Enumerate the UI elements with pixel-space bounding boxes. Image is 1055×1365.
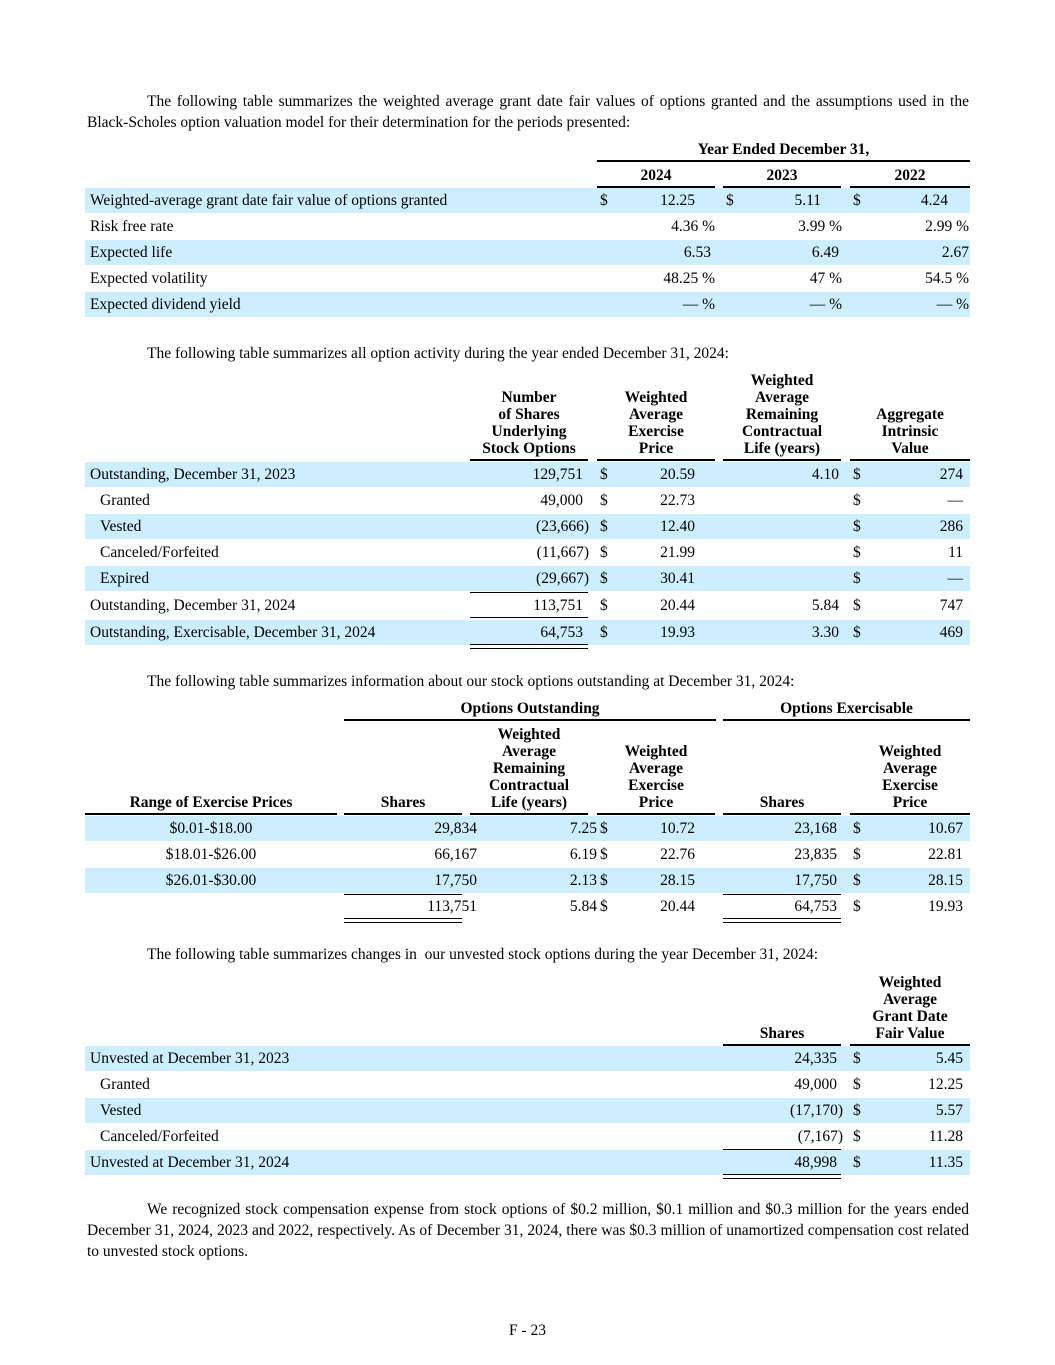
shares: 29,834 bbox=[434, 820, 477, 837]
intro-2-text: The following table summarizes all option activity during the year ended December 31, 2024: bbox=[147, 345, 729, 362]
fair-value: 11.28 bbox=[928, 1128, 963, 1145]
row-label: Unvested at December 31, 2023 bbox=[90, 1050, 290, 1067]
total-exercisable-shares: 64,753 bbox=[794, 898, 837, 915]
header-line: Value bbox=[891, 440, 929, 457]
intrinsic-value: 11 bbox=[948, 544, 963, 561]
exercisable-shares: 17,750 bbox=[794, 872, 837, 889]
row-label: Expected dividend yield bbox=[90, 296, 241, 313]
value-2023: — % bbox=[809, 296, 842, 313]
header-intrinsic-value bbox=[850, 406, 970, 457]
exercisable-shares: 23,835 bbox=[794, 846, 837, 863]
table-row bbox=[85, 292, 970, 317]
currency: $ bbox=[853, 466, 861, 483]
header-line: Price bbox=[892, 794, 928, 811]
currency: $ bbox=[853, 597, 861, 614]
header-shares bbox=[470, 389, 588, 457]
fair-value: 12.25 bbox=[928, 1076, 963, 1093]
intro-3-text: The following table summarizes information about our stock options outstanding at December 31, 2024: bbox=[147, 673, 795, 690]
header-line: Number bbox=[501, 389, 557, 406]
value-2023: 5.11 bbox=[794, 192, 821, 209]
intrinsic-value: 747 bbox=[939, 597, 963, 614]
header-line: Fair Value bbox=[875, 1025, 945, 1042]
exercise-price: 20.59 bbox=[660, 466, 695, 483]
fair-value: 5.57 bbox=[935, 1102, 963, 1119]
table-row bbox=[85, 868, 970, 893]
header-line: Average bbox=[629, 760, 683, 777]
divider bbox=[344, 719, 716, 721]
shares: 129,751 bbox=[532, 466, 583, 483]
exercisable-price: 28.15 bbox=[928, 872, 963, 889]
header-line: Aggregate bbox=[876, 406, 944, 423]
contractual-life: 5.84 bbox=[811, 597, 839, 614]
value-2024: — % bbox=[682, 296, 715, 313]
fair-value: 5.45 bbox=[935, 1050, 963, 1067]
header-exercisable-shares: Shares bbox=[759, 794, 805, 811]
shares: 66,167 bbox=[434, 846, 477, 863]
row-label: Canceled/Forfeited bbox=[100, 1128, 219, 1145]
contractual-life: 2.13 bbox=[569, 872, 597, 889]
row-label: Expired bbox=[100, 570, 150, 587]
value-2022: 2.67 bbox=[941, 244, 969, 261]
table-row bbox=[85, 540, 970, 565]
exercise-price: 19.93 bbox=[660, 624, 695, 641]
value-2023: 6.49 bbox=[811, 244, 839, 261]
value-2023: 3.99 % bbox=[798, 218, 842, 235]
header-shares: Shares bbox=[759, 1025, 805, 1042]
row-label: Expected life bbox=[90, 244, 173, 261]
currency: $ bbox=[600, 570, 608, 587]
options-outstanding-group-header: Options Outstanding bbox=[460, 700, 600, 717]
exercise-price: 30.41 bbox=[660, 570, 695, 587]
row-label: Risk free rate bbox=[90, 218, 174, 235]
row-label: Outstanding, December 31, 2023 bbox=[90, 466, 296, 483]
intro-4-text: The following table summarizes changes in our unvested stock options during the year December 31, 2024: bbox=[147, 946, 819, 963]
double-underline bbox=[723, 918, 841, 923]
header-line: Weighted bbox=[624, 389, 688, 406]
currency: $ bbox=[853, 624, 861, 641]
header-grant-date-fair-value bbox=[850, 974, 970, 1042]
value-2022: 2.99 % bbox=[925, 218, 969, 235]
exercise-price: 21.99 bbox=[660, 544, 695, 561]
closing-text: We recognized stock compensation expense from stock options of $0.2 million, $0.1 million and $0.3 million for the years ended December 31, 2024, 2023 and 2022, respectively. As of December 31, 2024, there was $0.3 million of unamortized compensation cost related to unvested stock options. bbox=[87, 1201, 969, 1260]
exercise-price: 20.44 bbox=[660, 597, 695, 614]
header-line: Contractual bbox=[741, 423, 823, 440]
divider bbox=[344, 813, 462, 815]
intrinsic-value: 274 bbox=[939, 466, 963, 483]
row-label: Granted bbox=[100, 492, 150, 509]
header-line: Exercise bbox=[882, 777, 938, 794]
exercise-price-range: $18.01-$26.00 bbox=[165, 846, 257, 863]
table-row bbox=[85, 214, 970, 239]
currency: $ bbox=[853, 898, 861, 915]
exercise-price-range: $26.01-$30.00 bbox=[165, 872, 257, 889]
table-row bbox=[85, 566, 970, 591]
header-line: Intrinsic bbox=[881, 423, 939, 440]
currency: $ bbox=[600, 898, 608, 915]
currency: $ bbox=[600, 846, 608, 863]
row-label: Unvested at December 31, 2024 bbox=[90, 1154, 290, 1171]
shares: 17,750 bbox=[434, 872, 477, 889]
table-row bbox=[85, 1150, 970, 1175]
contractual-life: 6.19 bbox=[569, 846, 597, 863]
fair-value: 11.35 bbox=[928, 1154, 963, 1171]
table-row bbox=[85, 188, 970, 213]
shares: 24,335 bbox=[794, 1050, 837, 1067]
shares: (7,167) bbox=[797, 1128, 843, 1145]
col-2023: 2023 bbox=[766, 167, 798, 184]
value-2024: 4.36 % bbox=[671, 218, 715, 235]
currency: $ bbox=[600, 597, 608, 614]
table-row bbox=[85, 1046, 970, 1071]
value-2024: 6.53 bbox=[683, 244, 711, 261]
header-line: Weighted bbox=[878, 743, 942, 760]
divider bbox=[470, 813, 588, 815]
table-total-row bbox=[85, 894, 970, 919]
divider bbox=[850, 459, 970, 461]
exercisable-price: 10.67 bbox=[928, 820, 963, 837]
currency: $ bbox=[600, 820, 608, 837]
options-exercisable-group-header: Options Exercisable bbox=[780, 700, 913, 717]
closing-paragraph bbox=[87, 1199, 969, 1262]
divider bbox=[723, 719, 970, 721]
header-range: Range of Exercise Prices bbox=[129, 794, 293, 811]
currency: $ bbox=[853, 846, 861, 863]
divider bbox=[85, 813, 337, 815]
exercise-price: 22.73 bbox=[660, 492, 695, 509]
table-row bbox=[85, 1098, 970, 1123]
exercisable-shares: 23,168 bbox=[794, 820, 837, 837]
total-shares: 113,751 bbox=[427, 898, 477, 915]
header-line: Contractual bbox=[488, 777, 570, 794]
shares: (29,667) bbox=[536, 570, 589, 587]
contractual-life: 4.10 bbox=[811, 466, 839, 483]
exercise-price: 22.76 bbox=[660, 846, 695, 863]
intrinsic-value: 469 bbox=[939, 624, 963, 641]
table-row bbox=[85, 620, 970, 645]
intrinsic-value: 286 bbox=[939, 518, 963, 535]
currency: $ bbox=[600, 466, 608, 483]
header-line: Average bbox=[883, 760, 937, 777]
contractual-life: 7.25 bbox=[569, 820, 597, 837]
divider bbox=[597, 813, 715, 815]
double-underline bbox=[344, 918, 462, 923]
shares: 48,998 bbox=[794, 1154, 837, 1171]
total-exercisable-price: 19.93 bbox=[928, 898, 963, 915]
currency: $ bbox=[600, 872, 608, 889]
exercise-price: 12.40 bbox=[660, 518, 695, 535]
page-number: F - 23 bbox=[508, 1322, 547, 1339]
intro-paragraph-4 bbox=[87, 944, 969, 965]
currency: $ bbox=[853, 1128, 861, 1145]
header-line: Weighted bbox=[878, 974, 942, 991]
table-row bbox=[85, 488, 970, 513]
exercise-price: 10.72 bbox=[660, 820, 695, 837]
row-label: Vested bbox=[100, 518, 142, 535]
header-exercise-price bbox=[597, 743, 715, 811]
shares: (11,667) bbox=[536, 544, 589, 561]
header-line: Remaining bbox=[745, 406, 819, 423]
header-line: Weighted bbox=[624, 743, 688, 760]
intro-paragraph-2 bbox=[87, 343, 969, 364]
intrinsic-value: — bbox=[947, 570, 963, 587]
intrinsic-value: — bbox=[947, 492, 963, 509]
double-underline bbox=[723, 1174, 841, 1179]
shares: 49,000 bbox=[540, 492, 583, 509]
table-row bbox=[85, 240, 970, 265]
currency: $ bbox=[853, 570, 861, 587]
header-line: Remaining bbox=[492, 760, 566, 777]
intro-paragraph-1 bbox=[87, 91, 969, 133]
value-2023: 47 % bbox=[809, 270, 842, 287]
table-row bbox=[85, 462, 970, 487]
divider bbox=[597, 459, 715, 461]
currency: $ bbox=[853, 1076, 861, 1093]
year-ended-group-header: Year Ended December 31, bbox=[697, 141, 870, 158]
value-2024: 48.25 % bbox=[663, 270, 715, 287]
header-line: of Shares bbox=[498, 406, 560, 423]
divider bbox=[723, 459, 841, 461]
header-line: Weighted bbox=[497, 726, 561, 743]
shares: 64,753 bbox=[540, 624, 583, 641]
total-contractual-life: 5.84 bbox=[569, 898, 597, 915]
divider bbox=[850, 813, 970, 815]
row-label: Canceled/Forfeited bbox=[100, 544, 219, 561]
row-label: Granted bbox=[100, 1076, 150, 1093]
divider bbox=[597, 160, 970, 162]
double-underline bbox=[470, 644, 588, 649]
header-line: Exercise bbox=[628, 423, 684, 440]
currency: $ bbox=[853, 1154, 861, 1171]
currency: $ bbox=[600, 624, 608, 641]
table-row bbox=[85, 266, 970, 291]
exercise-price-range: $0.01-$18.00 bbox=[169, 820, 253, 837]
header-line: Average bbox=[502, 743, 556, 760]
currency: $ bbox=[600, 492, 608, 509]
currency: $ bbox=[853, 544, 861, 561]
row-label: Weighted-average grant date fair value of options granted bbox=[90, 192, 448, 209]
col-2024: 2024 bbox=[640, 167, 672, 184]
table-row bbox=[85, 514, 970, 539]
total-exercise-price: 20.44 bbox=[660, 898, 695, 915]
value-2022: 4.24 bbox=[920, 192, 948, 209]
header-contractual-life bbox=[470, 726, 588, 811]
divider bbox=[470, 459, 588, 461]
table-row bbox=[85, 1124, 970, 1149]
col-2022: 2022 bbox=[894, 167, 926, 184]
currency: $ bbox=[853, 820, 861, 837]
currency: $ bbox=[853, 492, 861, 509]
currency: $ bbox=[853, 1050, 861, 1067]
header-line: Price bbox=[638, 794, 674, 811]
header-line: Average bbox=[755, 389, 809, 406]
currency: $ bbox=[853, 1102, 861, 1119]
exercise-price: 28.15 bbox=[660, 872, 695, 889]
currency: $ bbox=[600, 192, 608, 209]
header-line: Life (years) bbox=[490, 794, 568, 811]
header-line: Price bbox=[638, 440, 674, 457]
exercisable-price: 22.81 bbox=[928, 846, 963, 863]
header-exercisable-price bbox=[850, 743, 970, 811]
currency: $ bbox=[853, 872, 861, 889]
shares: 49,000 bbox=[794, 1076, 837, 1093]
shares: 113,751 bbox=[533, 597, 583, 614]
row-label: Outstanding, December 31, 2024 bbox=[90, 597, 296, 614]
contractual-life: 3.30 bbox=[811, 624, 839, 641]
header-shares: Shares bbox=[380, 794, 426, 811]
row-label: Expected volatility bbox=[90, 270, 208, 287]
table-row bbox=[85, 593, 970, 618]
header-line: Life (years) bbox=[743, 440, 821, 457]
value-2022: — % bbox=[936, 296, 969, 313]
table-row bbox=[85, 816, 970, 841]
header-line: Exercise bbox=[628, 777, 684, 794]
divider bbox=[723, 813, 841, 815]
header-line: Average bbox=[629, 406, 683, 423]
currency: $ bbox=[600, 544, 608, 561]
header-line: Stock Options bbox=[482, 440, 576, 457]
row-label: Outstanding, Exercisable, December 31, 2024 bbox=[90, 624, 376, 641]
currency: $ bbox=[853, 518, 861, 535]
intro-paragraph-3 bbox=[87, 671, 969, 692]
value-2022: 54.5 % bbox=[925, 270, 969, 287]
header-line: Weighted bbox=[750, 372, 814, 389]
table-row bbox=[85, 1072, 970, 1097]
header-exercise-price bbox=[597, 389, 715, 457]
table-row bbox=[85, 842, 970, 867]
intro-1-text: The following table summarizes the weighted average grant date fair values of options granted and the assumptions used in the Black-Scholes option valuation model for their determination for the periods presented: bbox=[87, 93, 969, 131]
currency: $ bbox=[853, 192, 861, 209]
currency: $ bbox=[600, 518, 608, 535]
currency: $ bbox=[726, 192, 734, 209]
shares: (23,666) bbox=[536, 518, 589, 535]
value-2024: 12.25 bbox=[660, 192, 695, 209]
header-line: Average bbox=[883, 991, 937, 1008]
row-label: Vested bbox=[100, 1102, 142, 1119]
shares: (17,170) bbox=[790, 1102, 843, 1119]
header-line: Underlying bbox=[491, 423, 567, 440]
header-contractual-life bbox=[723, 372, 841, 457]
header-line: Grant Date bbox=[872, 1008, 948, 1025]
